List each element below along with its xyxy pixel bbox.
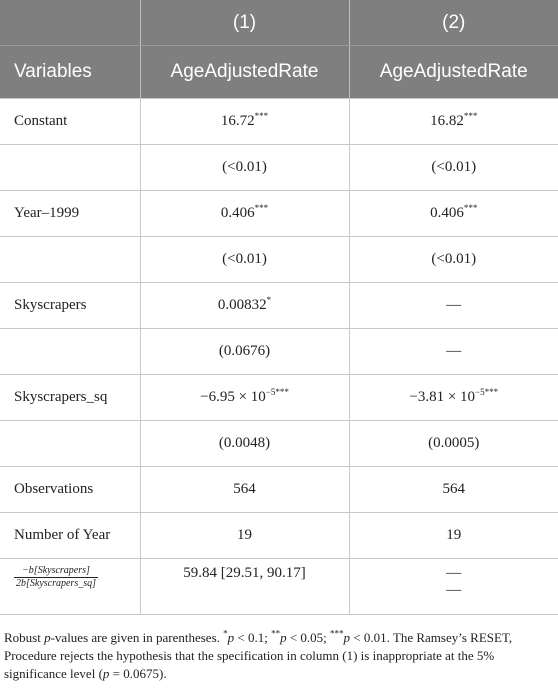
row-label: Skyscrapers_sq xyxy=(0,375,140,421)
coef-cell xyxy=(349,99,558,145)
row-label: Constant xyxy=(0,99,140,145)
row-label: Year–1999 xyxy=(0,191,140,237)
note-stars: * xyxy=(223,628,228,639)
significance-stars: *** xyxy=(254,111,269,121)
pvalue-cell: (<0.01) xyxy=(349,145,558,191)
pvalue-cell: (<0.01) xyxy=(349,237,558,283)
dependent-variable-2: AgeAdjustedRate xyxy=(349,46,558,99)
pvalue-cell: (0.0005) xyxy=(349,421,558,467)
coef-cell xyxy=(140,191,349,237)
note-text: < 0.05; xyxy=(286,630,331,645)
note-text: -values are given in parentheses. xyxy=(50,630,224,645)
row-label: Observations xyxy=(0,467,140,513)
value-cell xyxy=(349,559,558,615)
row-label: Number of Year xyxy=(0,513,140,559)
exponent-stars: −5*** xyxy=(265,387,289,397)
coef-value: −6.95 × 10 xyxy=(200,389,266,405)
row-label-empty xyxy=(0,421,140,467)
row-label-empty xyxy=(0,237,140,283)
value-cell: 19 xyxy=(349,513,558,559)
coef-cell xyxy=(349,191,558,237)
note-text: Robust xyxy=(4,630,45,645)
row-label: Skyscrapers xyxy=(0,283,140,329)
table-row-number-of-year xyxy=(0,513,558,559)
fraction-formula xyxy=(14,565,98,590)
coef-cell xyxy=(349,375,558,421)
pvalue-cell: — xyxy=(349,329,558,375)
table-row-observations xyxy=(0,467,558,513)
value-cell: 59.84 [29.51, 90.17] xyxy=(140,559,349,615)
coef-value: −3.81 × 10 xyxy=(409,389,476,405)
significance-stars: *** xyxy=(463,111,478,121)
note-stars: *** xyxy=(330,628,344,639)
coef-cell xyxy=(140,375,349,421)
column-number-1: (1) xyxy=(140,0,349,46)
significance-stars: *** xyxy=(463,203,478,213)
coef-value: 16.72 xyxy=(220,113,255,129)
pvalue-cell: (0.0676) xyxy=(140,329,349,375)
table-row-year xyxy=(0,191,558,237)
pvalue-cell: (0.0048) xyxy=(140,421,349,467)
table-row-constant-pvalue xyxy=(0,145,558,191)
note-stars: ** xyxy=(271,628,281,639)
note-italic-p: p xyxy=(44,630,51,645)
fraction-numerator: −b[Skyscrapers] xyxy=(14,565,98,578)
significance-stars: *** xyxy=(254,203,269,213)
value-cell: 564 xyxy=(140,467,349,513)
value-cell: 19 xyxy=(140,513,349,559)
note-italic-p: p xyxy=(102,666,110,681)
variables-header: Variables xyxy=(0,46,140,99)
column-number-row xyxy=(0,0,558,46)
table-row-skyscrapers-sq xyxy=(0,375,558,421)
note-italic-p: p xyxy=(280,630,287,645)
note-text: < 0.1; xyxy=(234,630,272,645)
table-footnote xyxy=(0,615,558,683)
row-label-empty xyxy=(0,329,140,375)
dash-line-1: — xyxy=(446,565,462,581)
pvalue-cell: (<0.01) xyxy=(140,145,349,191)
coef-value: 0.406 xyxy=(430,205,464,221)
coef-cell: — xyxy=(349,283,558,329)
note-italic-p: p xyxy=(343,630,351,645)
table-row-skyscrapers-sq-pvalue xyxy=(0,421,558,467)
exponent-stars: −5*** xyxy=(475,387,499,397)
coef-cell xyxy=(140,283,349,329)
pvalue-cell: (<0.01) xyxy=(140,237,349,283)
value-cell: 564 xyxy=(349,467,558,513)
table-row-skyscrapers xyxy=(0,283,558,329)
column-header-row xyxy=(0,46,558,99)
note-text: = 0.0675). xyxy=(109,666,167,681)
coef-value: 16.82 xyxy=(430,113,464,129)
significance-stars: * xyxy=(266,295,272,305)
note-text: < 0.01. The Ramsey’s RESET, Procedure rejects the hypothesis that the specification in column (1) is inappropriate at the 5% significance level ( xyxy=(4,630,513,681)
row-label-fraction xyxy=(0,559,140,615)
table-row-turning-point xyxy=(0,559,558,615)
table-row-skyscrapers-pvalue xyxy=(0,329,558,375)
row-label-empty xyxy=(0,145,140,191)
table-row-constant xyxy=(0,99,558,145)
header-empty-cell xyxy=(0,0,140,46)
coef-cell xyxy=(140,99,349,145)
table-row-year-pvalue xyxy=(0,237,558,283)
column-number-2: (2) xyxy=(349,0,558,46)
dash-line-2: — xyxy=(446,582,462,598)
fraction-denominator: 2b[Skyscrapers_sq] xyxy=(16,578,96,589)
coef-value: 0.00832 xyxy=(217,297,267,313)
dependent-variable-1: AgeAdjustedRate xyxy=(140,46,349,99)
note-italic-p: p xyxy=(227,630,235,645)
coef-value: 0.406 xyxy=(220,205,255,221)
